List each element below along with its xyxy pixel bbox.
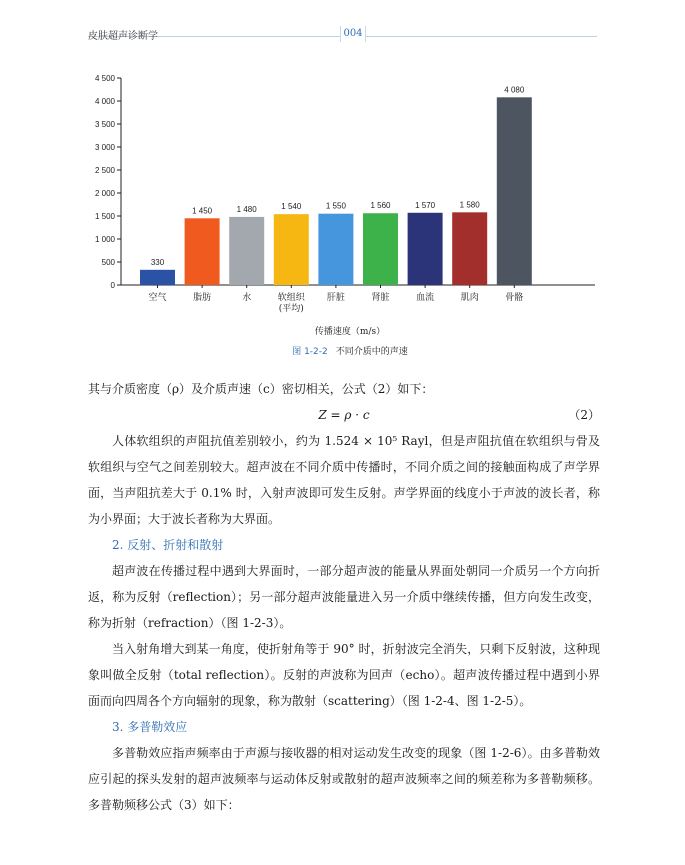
section-heading-2: 2. 反射、折射和散射 xyxy=(112,538,224,552)
category-label: 软组织 xyxy=(277,293,305,303)
bar xyxy=(229,217,264,285)
y-tick-label: 3 500 xyxy=(94,120,115,129)
y-tick-label: 0 xyxy=(110,281,115,290)
bar xyxy=(497,97,532,285)
y-tick-label: 3 000 xyxy=(94,143,115,152)
y-tick-label: 4 000 xyxy=(94,97,115,106)
category-label: 肌肉 xyxy=(460,293,479,303)
figure-title: 不同介质中的声速 xyxy=(335,347,408,357)
bar-chart-sound-speed xyxy=(0,0,685,330)
book-title: 皮肤超声诊断学 xyxy=(88,31,158,42)
category-label: (平均) xyxy=(278,304,304,314)
figure-caption xyxy=(200,344,500,357)
paragraph-4: 当入射角增大到某一角度，使折射角等于 90° 时，折射波完全消失，只剩下反射波，这种现象叫做全反射（total reflection）。反射的声波称为回声（echo）。超声波传播过程中遇到小界面而向四周各个方向辐射的现象，称为散射（scattering）（图 1-2-4、图 1-2-5）。 xyxy=(88,642,600,708)
bar xyxy=(185,218,220,285)
category-label: 肾脏 xyxy=(371,293,390,303)
bar-value-label: 1 550 xyxy=(325,201,346,211)
y-tick-label: 1 500 xyxy=(94,212,115,221)
bar xyxy=(274,214,309,285)
category-label: 肝脏 xyxy=(326,293,345,303)
category-label: 脂肪 xyxy=(193,293,212,303)
bar xyxy=(408,213,443,285)
bar xyxy=(452,212,487,285)
bar-value-label: 1 540 xyxy=(281,202,302,212)
paragraph-5: 多普勒效应指声频率由于声源与接收器的相对运动发生改变的现象（图 1-2-6）。由多普勒效应引起的探头发射的超声波频率与运动体反射或散射的超声波频率之间的频差称为多普勒频移。多普勒频移公式（3）如下： xyxy=(88,746,600,812)
paragraph-2: 人体软组织的声阻抗值差别较小，约为 1.524 × 10⁵ Rayl，但是声阻抗值在软组织与骨及软组织与空气之间差别较大。超声波在不同介质中传播时，不同介质之间的接触面构成了声学界面，当声阻抗差大于 0.1% 时，入射声波即可发生反射。声学界面的线度小于声波的波长者，称为小界面；大于波长者称为大界面。 xyxy=(88,434,600,526)
paragraph-1: 其与介质密度（ρ）及介质声速（c）密切相关，公式（2）如下： xyxy=(88,382,434,396)
y-tick-label: 4 500 xyxy=(94,74,115,83)
formula-number: （2） xyxy=(568,408,600,422)
category-label: 骨骼 xyxy=(505,293,524,303)
y-tick-label: 500 xyxy=(101,258,115,267)
formula: Z = ρ · c xyxy=(318,408,370,422)
bar xyxy=(140,270,175,285)
bar xyxy=(318,214,353,285)
bar-value-label: 1 570 xyxy=(415,200,436,210)
figure-number: 图 1-2-2 xyxy=(292,347,328,357)
formula-line xyxy=(88,402,600,428)
category-label: 空气 xyxy=(148,293,167,303)
paragraph-3: 超声波在传播过程中遇到大界面时，一部分超声波的能量从界面处朝同一介质另一个方向折返，称为反射（reflection）；另一部分超声波能量进入另一介质中继续传播，但方向发生改变，称为折射（refraction）（图 1-2-3）。 xyxy=(88,564,600,630)
bar-value-label: 1 580 xyxy=(459,200,480,210)
section-heading-3: 3. 多普勒效应 xyxy=(112,720,188,734)
bar xyxy=(363,213,398,285)
bar-value-label: 4 080 xyxy=(504,85,525,95)
x-axis-label: 传播速度（m/s） xyxy=(314,327,386,337)
category-label: 水 xyxy=(242,293,252,303)
body-text xyxy=(88,376,600,818)
bar-value-label: 1 480 xyxy=(236,204,257,214)
bar-value-label: 330 xyxy=(150,257,165,267)
bar-value-label: 1 560 xyxy=(370,201,391,211)
y-tick-label: 2 000 xyxy=(94,189,115,198)
y-tick-label: 1 000 xyxy=(94,235,115,244)
y-tick-label: 2 500 xyxy=(94,166,115,175)
page-number: 004 xyxy=(340,26,366,42)
category-label: 血流 xyxy=(416,293,435,303)
bar-value-label: 1 450 xyxy=(192,206,213,216)
